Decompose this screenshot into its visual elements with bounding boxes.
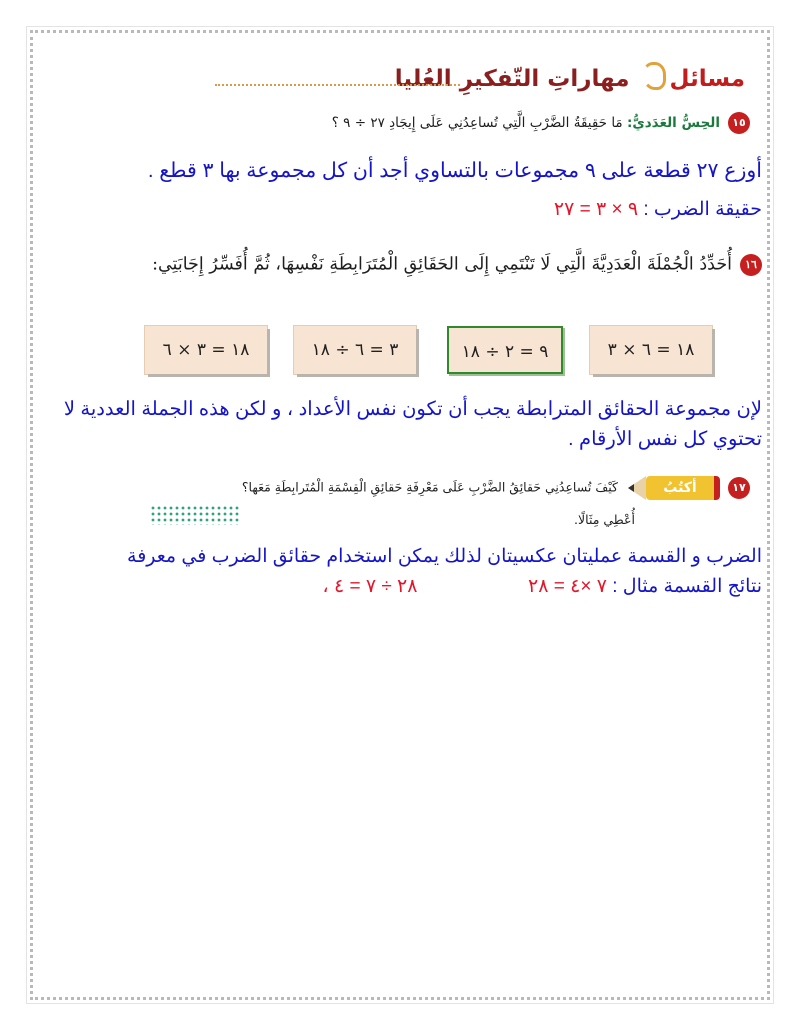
answer-17-line2 xyxy=(42,572,762,602)
answer-17-line1: الضرب و القسمة عمليتان عكسيتان لذلك يمكن استخدام حقائق الضرب في معرفة xyxy=(127,546,762,567)
section-title xyxy=(395,62,745,92)
question-17 xyxy=(242,476,750,500)
question-15-text: مَا حَقِيقَةُ الضَّرْبِ الَّتِي تُساعِدُنِي عَلَى إِيجَادِ ٢٧ ÷ ٩ ؟ xyxy=(331,115,623,131)
section-title-rest: مهاراتِ التّفكيرِ العُليا xyxy=(394,66,630,92)
number-sentence-card[interactable]: ١٨ = ٦ × ٣ xyxy=(590,326,712,374)
question-16-text: أُحَدِّدُ الْجُمْلَةَ الْعَدَدِيَّةَ الَّتِي لَا تَنْتَمِي إِلَى الحَقَائِقِ الْمُتَرَابِطَةِ نَفْسِهَا، ثُمَّ أُفَسِّرُ إِجَابَتِي: xyxy=(152,254,732,275)
answer-16: لإن مجموعة الحقائق المترابطة يجب أن تكون نفس الأعداد ، و لكن هذه الجملة العددية لا تحتوي كل نفس الأرقام . xyxy=(63,398,762,450)
write-label: أكتُبُ xyxy=(646,476,720,500)
number-sentence-card-selected[interactable]: ٩ = ٢ ÷ ١٨ xyxy=(447,326,563,374)
question-17-text: كَيْفَ تُساعِدُنِي حَقائِقُ الضَّرْبِ عَلَى مَعْرِفَةِ حَقائِقِ الْقِسْمَةِ الْمُتَرابِطَةِ مَعَها؟ xyxy=(241,479,618,495)
question-16 xyxy=(152,254,762,276)
question-number-badge: ١٥ xyxy=(728,112,750,134)
number-sentence-card[interactable]: ٣ = ٦ ÷ ١٨ xyxy=(294,326,416,374)
answer-15: أوزع ٢٧ قطعة على ٩ مجموعات بالتساوي أجد أن كل مجموعة بها ٣ قطع . xyxy=(147,159,762,182)
answer-17-label: نتائج القسمة مثال : xyxy=(612,576,762,597)
answer-17 xyxy=(42,542,762,602)
title-dotted-rule xyxy=(215,84,460,86)
pencil-icon xyxy=(628,476,720,500)
question-15-tag: الحِسُّ العَدَديُّ: xyxy=(626,115,720,131)
question-15 xyxy=(332,112,750,134)
answer-15-fact xyxy=(554,198,762,221)
example-multiplication: ٧ ×٤ = ٢٨ xyxy=(528,576,607,597)
question-number-badge: ١٧ xyxy=(728,477,750,499)
fact-label: حقيقة الضرب : xyxy=(643,199,762,220)
number-sentence-card[interactable]: ١٨ = ٣ × ٦ xyxy=(145,326,267,374)
decorative-dots xyxy=(150,505,240,525)
section-title-word: مسائل xyxy=(669,66,745,92)
question-17-text-line2: أُعْطِي مِثَالًا. xyxy=(574,512,635,527)
swirl-icon xyxy=(642,62,666,90)
fact-expression: ٩ × ٣ = ٢٧ xyxy=(553,199,639,220)
example-division: ٢٨ ÷ ٧ = ٤ ، xyxy=(322,576,418,597)
question-number-badge: ١٦ xyxy=(740,254,762,276)
